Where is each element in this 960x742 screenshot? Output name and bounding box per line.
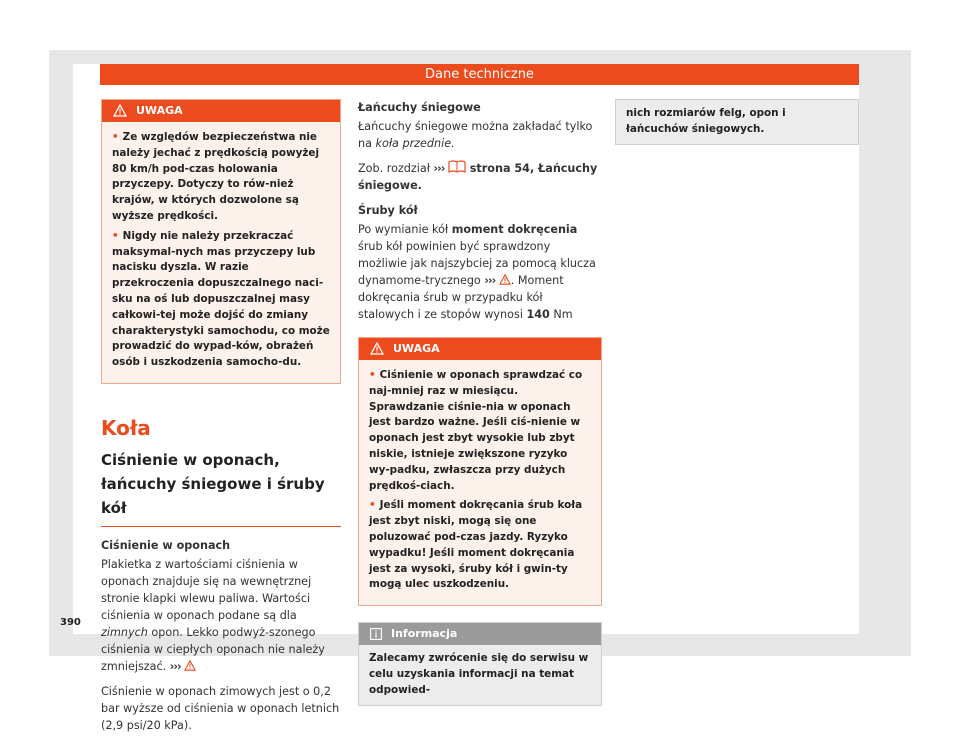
warning-body: [102, 122, 340, 383]
page-number: 390: [60, 617, 81, 628]
info-box-continued: [615, 99, 859, 145]
warning-item: • Ze względów bezpieczeństwa nie należy jechać z prędkością powyżej 80 km/h pod-czas holowania przyczepy. Dotyczy to rów-nież krajów, w których dozwolone są wyższe prędkości.: [112, 131, 320, 222]
warning-icon: [370, 342, 384, 355]
bullet-icon: •: [369, 499, 376, 512]
warning-header: [102, 100, 340, 122]
chapter-header: Dane techniczne: [100, 64, 859, 85]
info-body: nich rozmiarów felg, opon i łańcuchów śniegowych.: [626, 107, 786, 135]
warning-icon: [499, 274, 511, 285]
info-body: Zalecamy zwrócenie się do serwisu w celu uzyskania informacji na temat odpowied-: [369, 652, 589, 696]
warning-icon: [113, 104, 127, 117]
warning-label: UWAGA: [393, 342, 440, 355]
info-label: Informacja: [391, 627, 458, 641]
section-divider: [101, 526, 341, 527]
paragraph: Po wymianie kół moment dokręcenia śrub kół powinien być sprawdzony możliwie jak najszybciej za pomocą klucza dynamome-trycznego ››› . Moment dokręcania śrub w przypadku kół stalowych i ze stopów wynosi 140 Nm: [358, 223, 596, 321]
left-column: [101, 99, 341, 742]
paragraph: Plakietka z wartościami ciśnienia w oponach znajduje się na wewnętrznej stronie klapki wlewu paliwa. Wartości ciśnienia w oponach podane są dla zimnych opon. Lekko podwyż-szonego ciśnienia w ciepłych oponach nie należy zmniejszać. ›››: [101, 557, 325, 673]
info-box: [358, 622, 602, 705]
section-subtitle: Ciśnienie w oponach, łańcuchy śniegowe i śruby kół: [101, 450, 325, 517]
bullet-icon: •: [369, 369, 376, 381]
warning-header: [359, 338, 601, 360]
reference-arrow[interactable]: ›››: [169, 659, 181, 673]
warning-box: [358, 337, 602, 606]
subsection-title: Łańcuchy śniegowe: [358, 101, 481, 114]
subsection-title: Ciśnienie w oponach: [101, 538, 231, 552]
warning-box: [101, 99, 341, 384]
section-title: Koła: [101, 415, 151, 440]
warning-item: • Nigdy nie należy przekraczać maksymal-nych mas przyczepy lub nacisku dyszla. W razie przekroczenia dopuszczalnego naci-sku na oś lub dopuszczalnej masy całkowi-tej może dojść do zmiany charakterystyki samochodu, co może prowadzić do wypad-ków, obrażeń osób i uszkodzenia samocho-du.: [112, 229, 330, 369]
bullet-icon: •: [112, 229, 119, 242]
bullet-icon: •: [112, 131, 119, 143]
info-icon: [370, 628, 382, 640]
subsection-title: Śruby kół: [358, 204, 418, 217]
right-column: [615, 99, 859, 145]
warning-icon: [184, 660, 196, 671]
middle-column: [358, 99, 602, 706]
reference-arrow[interactable]: ›››: [484, 274, 496, 287]
reference-arrow[interactable]: ›››: [433, 162, 445, 175]
paragraph: Ciśnienie w oponach zimowych jest o 0,2 bar wyższe od ciśnienia w oponach letnich (2,9 psi/20 kPa).: [101, 684, 340, 732]
paragraph: Łańcuchy śniegowe można zakładać tylko na koła przednie.: [358, 120, 593, 150]
warning-item: • Ciśnienie w oponach sprawdzać co naj-mniej raz w miesiącu. Sprawdzanie ciśnie-nia w oponach jest bardzo ważne. Jeśli ciś-nienie w oponach jest zbyt wysokie lub zbyt niskie, istnieje zwiększone ryzyko wy-padku, zwłaszcza przy dużych prędkoś-ciach.: [369, 369, 583, 492]
cross-reference: Zob. rozdział ››› strona 54, Łańcuchy śniegowe.: [358, 162, 598, 192]
warning-label: UWAGA: [136, 104, 183, 117]
warning-body: [359, 360, 601, 605]
warning-item: • Jeśli moment dokręcania śrub koła jest zbyt niski, mogą się one poluzować pod-czas jazdy. Ryzyko wypadku! Jeśli moment dokręcania jest za wysoki, śruby kół i gwin-ty mogą ulec uszkodzeniu.: [369, 499, 583, 591]
book-reference-icon: [448, 160, 466, 173]
info-header: [359, 623, 601, 645]
